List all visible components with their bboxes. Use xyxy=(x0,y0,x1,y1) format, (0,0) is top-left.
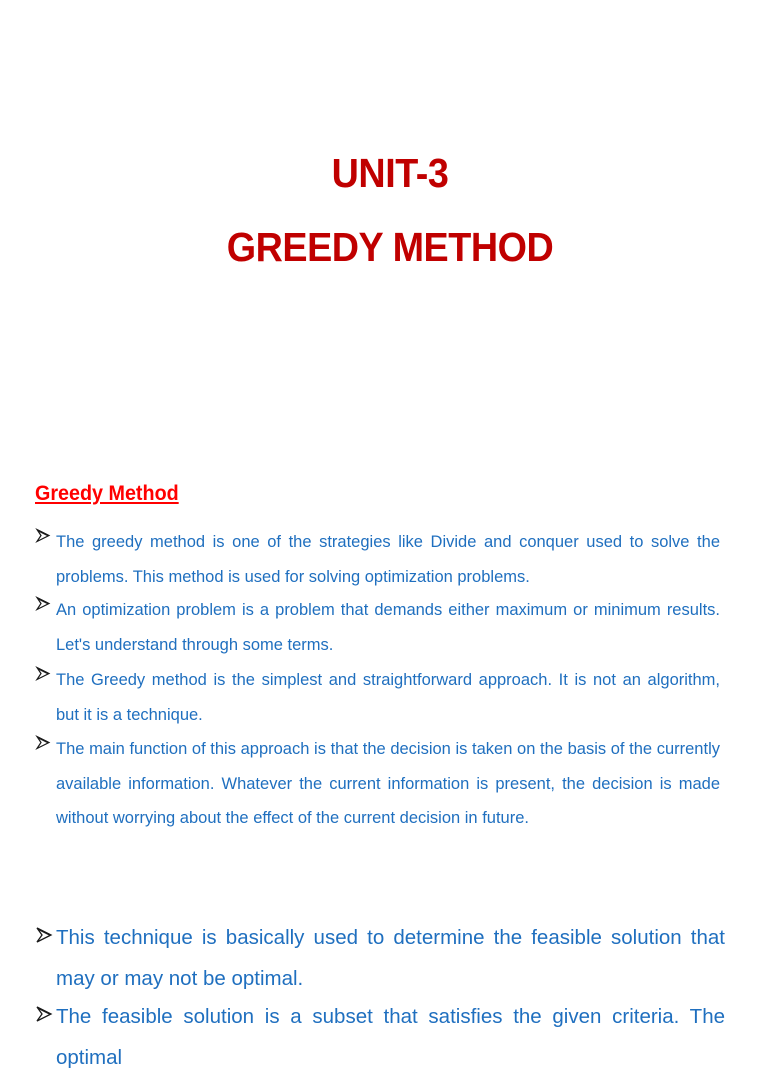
bullet-text: An optimization problem is a problem that demands either maximum or minimum results. Let's understand through some terms. xyxy=(56,601,720,654)
arrow-bullet-icon xyxy=(35,593,51,627)
bullet-item xyxy=(35,663,720,732)
bullet-item xyxy=(35,593,720,662)
bullet-text: The main function of this approach is that the decision is taken on the basis of the currently available information. Whatever the current information is present, the decision is made without worrying about the effect of the current decision in future. xyxy=(56,740,720,827)
bullet-item xyxy=(35,525,720,594)
page-title-line-1: UNIT-3 xyxy=(331,150,449,196)
arrow-bullet-icon xyxy=(35,525,51,559)
bullet-item xyxy=(35,918,725,999)
bullet-text: The feasible solution is a subset that satisfies the given criteria. The optimal xyxy=(56,1005,725,1069)
page-title-line-2: GREEDY METHOD xyxy=(226,224,554,270)
arrow-bullet-icon xyxy=(35,918,53,958)
bullet-text: The greedy method is one of the strategies like Divide and conquer used to solve the problems. This method is used for solving optimization problems. xyxy=(56,533,720,586)
bullet-text: The Greedy method is the simplest and straightforward approach. It is not an algorithm, but it is a technique. xyxy=(56,671,720,724)
arrow-bullet-icon xyxy=(35,997,53,1037)
arrow-bullet-icon xyxy=(35,732,51,766)
section-heading: Greedy Method xyxy=(35,482,179,505)
bullet-item xyxy=(35,997,725,1078)
arrow-bullet-icon xyxy=(35,663,51,697)
bullet-text: This technique is basically used to determine the feasible solution that may or may not be optimal. xyxy=(56,926,725,990)
bullet-item xyxy=(35,732,720,836)
